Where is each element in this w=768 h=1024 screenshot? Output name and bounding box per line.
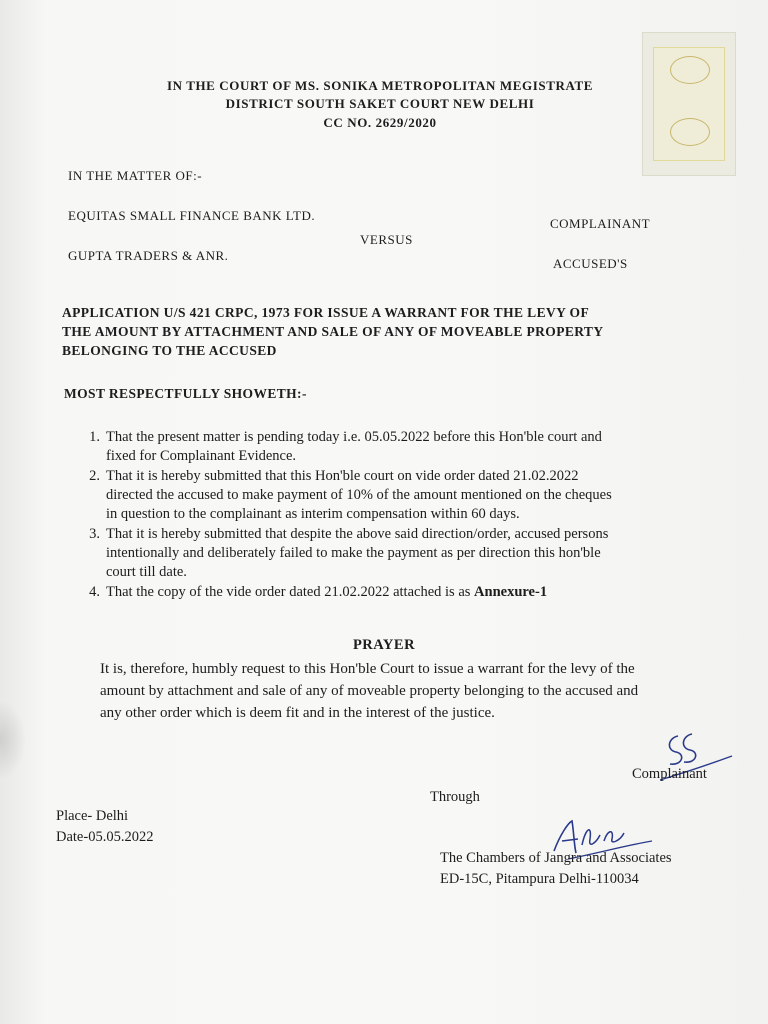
prayer-line: any other order which is deem fit and in the interest of the justice.: [100, 705, 495, 721]
accused-name: GUPTA TRADERS & ANR.: [68, 248, 229, 263]
points-list: [82, 428, 722, 603]
point-line: That it is hereby submitted that despite the above said direction/order, accused persons: [106, 526, 609, 542]
scan-shadow: [0, 700, 26, 780]
prayer-text: [100, 658, 720, 724]
point-item: [82, 583, 722, 602]
point-line: That it is hereby submitted that this Hon'ble court on vide order dated 21.02.2022: [106, 468, 579, 484]
point-line: intentionally and deliberately failed to make the payment as per direction this hon'ble: [106, 545, 601, 561]
point-text: That the copy of the vide order dated 21.02.2022 attached is as: [106, 584, 475, 600]
point-number: 1.: [89, 429, 100, 445]
point-line: That the present matter is pending today i.e. 05.05.2022 before this Hon'ble court and: [106, 429, 602, 445]
court-line-2: DISTRICT SOUTH SAKET COURT NEW DELHI: [225, 96, 535, 111]
prayer-line: It is, therefore, humbly request to this Hon'ble Court to issue a warrant for the levy of the: [100, 661, 635, 677]
date-label: Date-05.05.2022: [56, 829, 154, 845]
chambers-address: ED-15C, Pitampura Delhi-110034: [440, 871, 639, 887]
point-item: [82, 525, 722, 582]
prayer-line: amount by attachment and sale of any of moveable property belonging to the accused and: [100, 683, 639, 699]
point-line: fixed for Complainant Evidence.: [106, 448, 297, 464]
annexure-label: Annexure-1: [474, 584, 548, 600]
court-fee-stamp: [642, 32, 736, 176]
complainant-label: COMPLAINANT: [550, 216, 651, 231]
complainant-name: EQUITAS SMALL FINANCE BANK LTD.: [68, 208, 316, 223]
point-line: directed the accused to make payment of 10% of the amount mentioned on the cheques: [106, 487, 612, 503]
through-label: Through: [430, 789, 480, 805]
case-number: CC NO. 2629/2020: [323, 115, 437, 130]
point-item: [82, 428, 722, 466]
complainant-sign-label: Complainant: [632, 766, 707, 782]
prayer-heading: PRAYER: [352, 637, 416, 653]
point-number: 3.: [89, 526, 100, 542]
showeth-heading: MOST RESPECTFULLY SHOWETH:-: [64, 386, 307, 401]
application-title: [62, 303, 712, 360]
application-line-3: BELONGING TO THE ACCUSED: [62, 343, 277, 358]
application-line-1: APPLICATION U/S 421 CRPC, 1973 FOR ISSUE A WARRANT FOR THE LEVY OF: [62, 305, 590, 320]
place-label: Place- Delhi: [56, 808, 129, 824]
accused-label: ACCUSED'S: [553, 256, 628, 271]
point-item: [82, 467, 722, 524]
chambers-label: The Chambers of Jangra and Associates: [440, 850, 672, 866]
court-line-1: IN THE COURT OF MS. SONIKA METROPOLITAN MEGISTRATE: [166, 78, 594, 93]
point-line: court till date.: [106, 564, 187, 580]
point-number: 2.: [89, 468, 100, 484]
point-line: in question to the complainant as interim compensation within 60 days.: [106, 506, 520, 522]
matter-intro: IN THE MATTER OF:-: [68, 168, 203, 183]
point-number: 4.: [89, 584, 100, 600]
application-line-2: THE AMOUNT BY ATTACHMENT AND SALE OF ANY OF MOVEABLE PROPERTY: [62, 324, 604, 339]
versus-label: VERSUS: [360, 232, 413, 247]
